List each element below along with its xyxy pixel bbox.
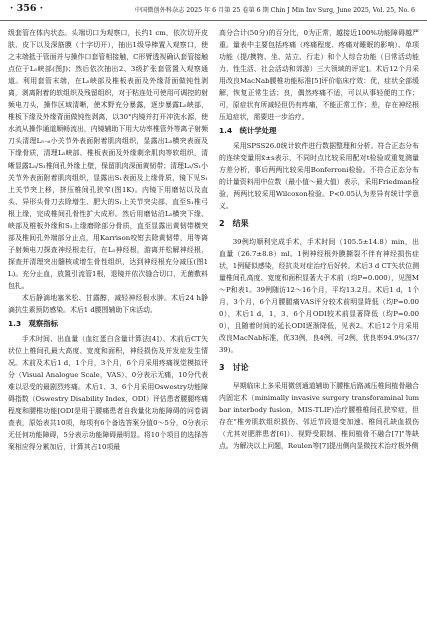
postoperative-care-paragraph: 术后静滴地塞米松、甘露醇，减轻神经根水肿。术后24 h静滴抗生素预防感染。术后1 d腰围辅助下床活动。 — [8, 294, 208, 315]
page-header — [0, 0, 427, 21]
right-column — [219, 27, 419, 452]
section-heading-statistics: 1.4 统计学处理 — [219, 126, 277, 136]
section-heading-results: 2 结果 — [219, 219, 249, 229]
section-heading-observation-indicators: 1.3 观察指标 — [8, 319, 59, 329]
results-paragraph: 39例均顺利完成手术，手术时间（105.5±14.8）min，出血量（26.7±8.8）ml。1例神经根外膜撕裂不伴有神经损伤症状，1例疑似感染，经抗炎对症治疗后好转。术后3 d CT矢状位测量椎间孔高度、宽度和面积显著大于术前（均P=0.000），见图M～P和表1。39例随访12～16个月，平均13.2月。术后1 d，1个月，3个月，6个月腰腿痛VAS评分较术前明显降低（均P=0.000），术后1 d，1，3，6个月ODI较术前显著降低（均P=0.000），且随着时间的延长ODI逐渐降低，见表2。术后12个月采用改良MacNab标准，优33例，良4例，可2例，优良率94.9%(37/39)。 — [219, 237, 419, 355]
odi-macnab-paragraph: 高分合计(50分)的百分比，0为正常，越接近100%功能障碍越严重。量表中主要包括疼痛（疼痛程度、疼痛对睡眠的影响）、单项功能（提/携物、坐、站立、行走）和个人综合功能（日常活动能力、性生活、社会活动和郊游）三大领域的评定]。术后12个月采用改良MacNab腰椎功能标准[5]评价临床疗效：优，症状全部缓解，恢复正常生活；良，偶然疼痛不适，可以从事轻便的工作；可，原症状有所减轻但仍有疼痛，不能正常工作；差，存在神经根压迫症状，需要进一步治疗。 — [219, 29, 419, 122]
statistics-paragraph: 采用SPSS26.0统计软件进行数据整理和分析。符合正态分布的连续变量用x̄±s表示，不同时点比较采用配对t检验或重复测量方差分析，事后两两比较采用Bonferroni检验。不符合正态分布的计量资料用中位数（最小值～最大值）表示，采用Friedman检验，两两比较采用Wilcoxon检验。P<0.05认为差异有统计学意义。 — [219, 141, 419, 211]
surgical-procedure-paragraph: 级套管在体内状态。头端切口为观察口，长约1 cm，依次切开皮肤、皮下以及深筋膜（十字切开），抽出1级导棒置入观察口，使之末端抵于管面并与操作口套管相接触，C形臂透视确认套管接触点位于L₅峡部(图J)；然后依次抽出2、3级扩张套管置入观察通道。利用套管末端，在L₅峡部及椎板表面及外缘背面做钝性剥离，剥离附着的软组织及残留组织，对于粘连处可使用可调控的射频电刀头，操作区域清晰，使术野充分暴露，逐步暴露L₅峡部，椎板下缘及外缘背面做钝性剥离，以30°内镜并打开冲洗水源，使水流从操作通道顺畅流出，内镜辅助下用大功率椎管外等离子射频刀头清理L₅₋₆小关节外表面附着肌肉组织，显露出L₅横突表面及下缘骨质，清理L₅峡部、椎板表面及外缘剩余肌肉等软组织，清晰显露L₅/S₁椎间孔外缘上壁，保留肌肉深面黄韧带；清理L₅/S₁小关节外表面附着肌肉组织，显露出S₁表面及上缘骨质，镜下见S₁上关节突上移，挤压椎间孔狭窄(图1K)。内镜下用磨钻以及直头、异形头骨刀去除增生、肥大的S₁上关节突尖部，直至S₁椎弓根上缘，完成椎间孔骨性扩大成形。然后用磨钻沿L₅横突下缘、峡部及椎板外缘和S₁上缘磨除部分骨质，直至显露出黄韧带横突部及椎间孔外端部分止点，用Karrison咬钳去除黄韧带，用等离子射频电刀探查神经根走行，在L₅神经根，游离并松解神经根，探查并清理突出髓核或增生骨性组织，达到神经根充分减压(图1L)。充分止血，放置引流管1根，退镜并依次缝合切口，无菌敷料包扎。 — [8, 29, 208, 290]
section-heading-discussion: 3 讨论 — [219, 363, 249, 373]
left-column — [8, 27, 208, 453]
discussion-paragraph: 早期临床上多采用微创通道辅助下腰椎后路减压椎间植骨融合内固定术（minimally invasive surgery transforaminal lumbar interbody fusion，MIS-TLIF)治疗腰椎椎间孔狭窄症，但存在"椎旁肌软组织损伤、邻近节段退变加速、椎间孔缺血损伤（尤其对肥胖患者[6]）、视野受限制、椎间植骨不融合[7]"等缺点。为解决以上问题，Reulen等[7]提出侧向显微技术治疗极外侧 — [219, 381, 419, 450]
journal-citation: 中国微创外科杂志 2025 年 6 月第 25 卷第 6 期 Chin J Min Inv Surg, June 2025, Vol. 25, No. 6 — [134, 7, 415, 14]
observation-indicators-paragraph: 手术时间、出血量（血红蛋白含量计算法[4]）、术前后CT矢状位上椎间孔最大高度、宽度和面积，神经损伤及并发症发生情况。术前及术后1 d，1个月，3个月，6个月采用疼痛视觉模拟评分（Visual Analogue Scale，VAS）、0分表示无痛，10分代表难以忍受的最剧烈疼痛。术后1、3、6个月采用Oswestry功能障碍指数（Oswestry Disability Index，ODI）评估患者腰腿疼痛程度和腰椎功能[ODI是用于腰痛患者自我量化功能障碍的问卷调查表，原始表共10项，每项有6个备选答案分值0～5分，0分表示无任何功能障碍，5分表示功能障碍最明显。将10个项目的选择答案相应得分累加后，计算其占10项最 — [8, 334, 208, 452]
page-number: · 356 · — [10, 3, 44, 14]
